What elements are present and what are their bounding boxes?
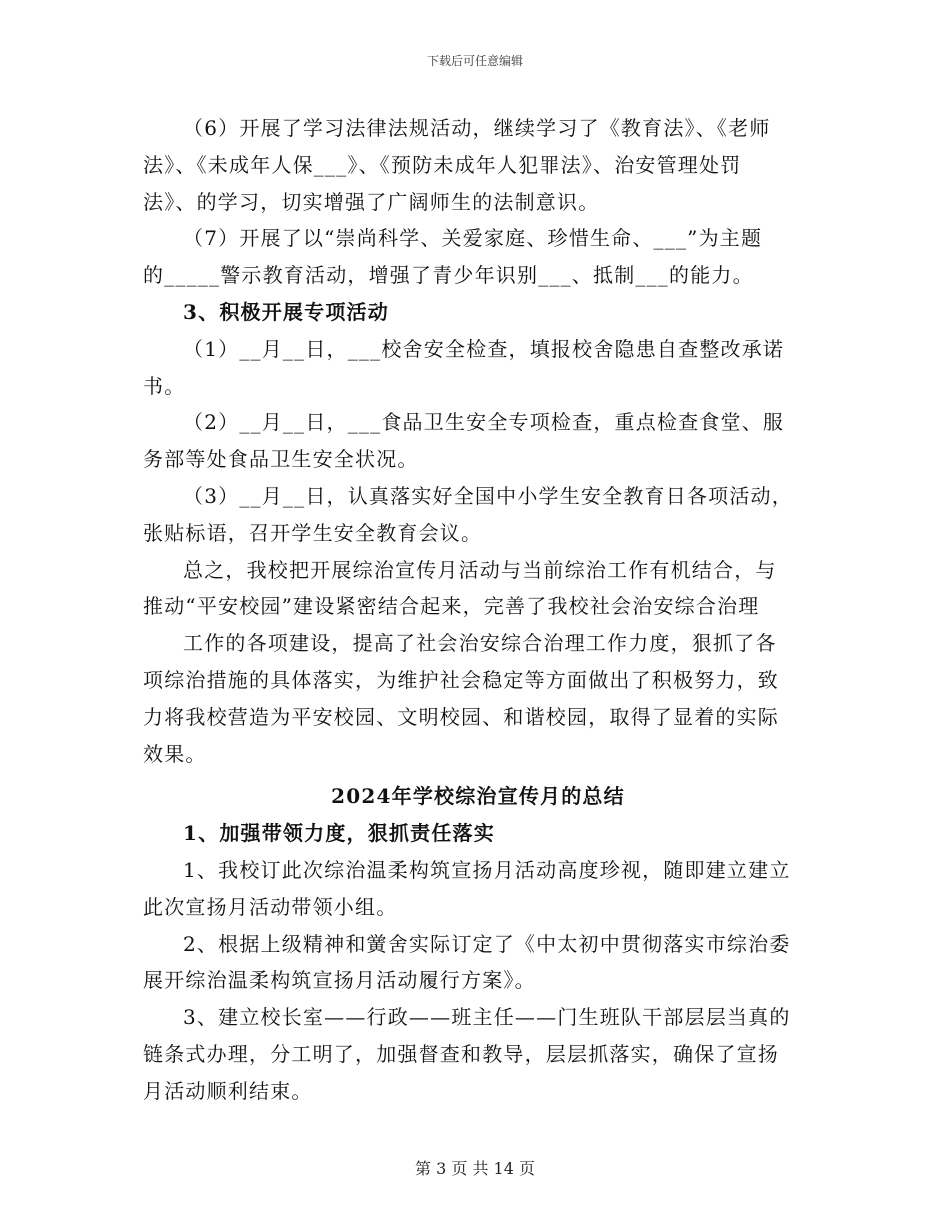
paragraph-line: 2、根据上级精神和黉舍实际订定了《中太初中贯彻落实市综治委: [183, 931, 791, 956]
paragraph-line: 法》、《未成年人保___》、《预防未成年人犯罪法》、治安管理处罚: [143, 152, 742, 177]
paragraph-line: 的_____警示教育活动，增强了青少年识别___、抵制___的能力。: [143, 263, 754, 288]
paragraph-line: 书。: [143, 373, 186, 398]
paragraph-line: （6）开展了学习法律法规活动，继续学习了《教育法》、《老师: [183, 116, 771, 140]
paragraph-line: 展开综治温柔构筑宣扬月活动履行方案》。: [143, 968, 536, 993]
paragraph-line: 务部等处食品卫生安全状况。: [143, 447, 419, 472]
paragraph-line: （2）__月__日，___食品卫生安全专项检查，重点检查食堂、服: [183, 410, 785, 435]
paragraph-line: 法》、的学习，切实增强了广阔师生的法制意识。: [143, 189, 600, 214]
paragraph-line: （7）开展了以“崇尚科学、关爱家庭、珍惜生命、___”为主题: [183, 226, 763, 251]
paragraph-line: 3、建立校长室——行政——班主任——门生班队干部层层当真的: [183, 1005, 791, 1030]
document-title: 2024年学校综治宣传月的总结: [331, 784, 625, 809]
paragraph-line: 1、我校订此次综治温柔构筑宣扬月活动高度珍视，随即建立建立: [183, 857, 791, 882]
paragraph-line: 链条式办理，分工明了，加强督查和教导，层层抓落实，确保了宣扬: [143, 1041, 779, 1066]
paragraph-line: 月活动顺利结束。: [143, 1078, 313, 1103]
section-heading: 3、积极开展专项活动: [183, 299, 389, 324]
paragraph-line: （1）__月__日，___校舍安全检查，填报校舍隐患自查整改承诺: [183, 336, 785, 361]
paragraph-line: 项综治措施的具体落实，为维护社会稳定等方面做出了积极努力，致: [143, 667, 779, 692]
paragraph-line: （3）__月__日，认真落实好全国中小学生安全教育日各项活动，: [183, 483, 793, 508]
paragraph-line: 总之，我校把开展综治宣传月活动与当前综治工作有机结合，与: [183, 557, 777, 582]
paragraph-line: 工作的各项建设，提高了社会治安综合治理工作力度，狠抓了各: [183, 631, 777, 656]
paragraph-line: 效果。: [143, 741, 207, 766]
paragraph-line: 张贴标语，召开学生安全教育会议。: [143, 520, 483, 545]
header-note: 下载后可任意编辑: [426, 54, 523, 68]
page-number: 第 3 页 共 14 页: [415, 1159, 535, 1178]
document-body: [143, 110, 813, 1110]
paragraph-line: 此次宣扬月活动带领小组。: [143, 894, 398, 919]
paragraph-line: 力将我校营造为平安校园、文明校园、和谐校园，取得了显着的实际: [143, 704, 779, 729]
paragraph-line: 推动“平安校园”建设紧密结合起来，完善了我校社会治安综合治理: [143, 594, 760, 619]
section-heading: 1、加强带领力度，狠抓责任落实: [183, 821, 495, 846]
